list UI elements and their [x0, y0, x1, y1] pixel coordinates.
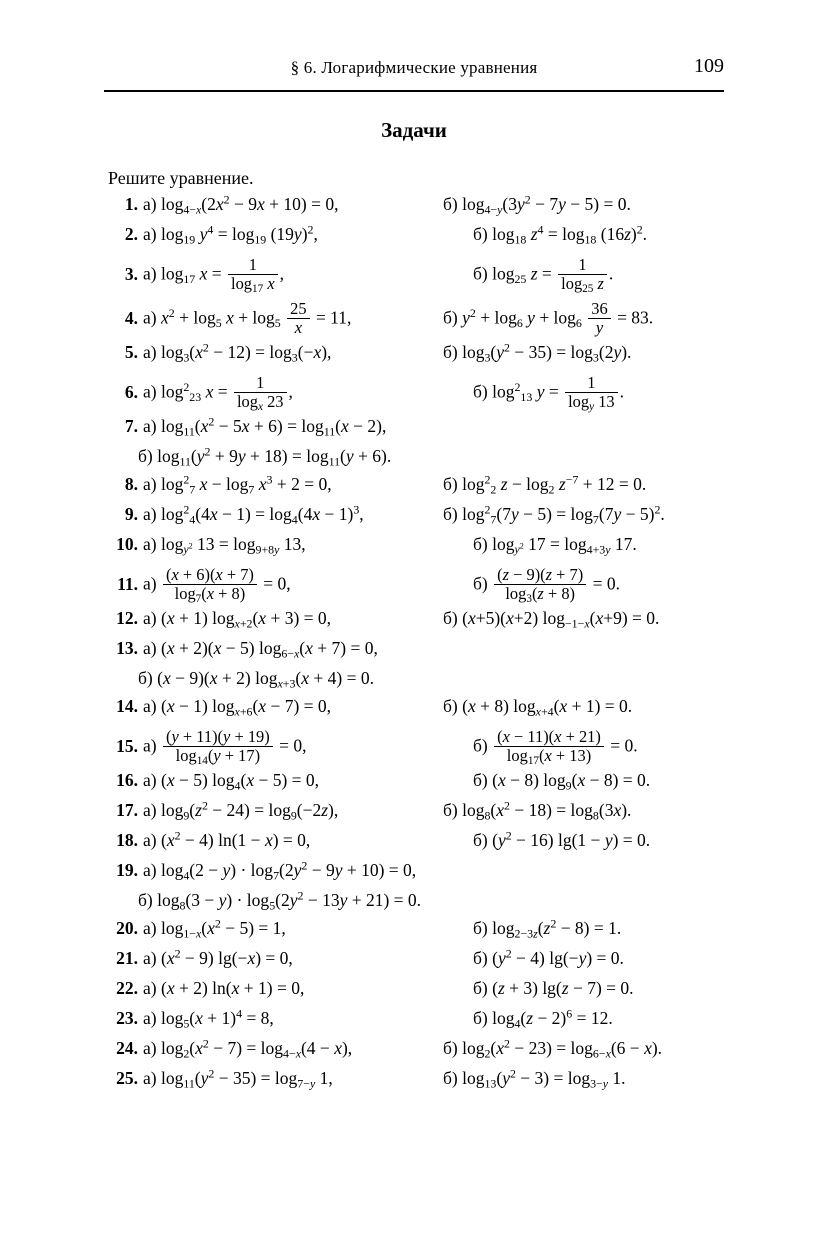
problem-number: 14.	[116, 696, 138, 716]
problem-part-b: б) $\log^2_2 z - \log_2 z^{-7} + 12 = 0$.	[443, 472, 647, 497]
problem-part-b: б) (x − 9)(x + 2) $\log_{x+3}(x + 4) = 0$.	[138, 668, 374, 691]
header-rule	[104, 90, 724, 92]
problem-item	[108, 728, 728, 772]
problem-number: 3.	[124, 263, 138, 284]
problem-part-a: а) $\log_9(z^2 - 24) = \log_9(-2z)$,	[143, 798, 339, 823]
problem-part-b: б) $\log_{18} z^4 = \log_{18} (16z)^2$.	[473, 222, 648, 247]
problem-part-b: б) $\log_{2-3z}(z^2 - 8) = 1$.	[473, 916, 622, 941]
problem-part-a: а) $x^2 + \log_5 x + \log_5$ $\frac{25}{x}$ = 11,	[143, 299, 352, 337]
problem-item	[108, 472, 728, 506]
problem-part-b: б) $\log_3(y^2 - 35) = \log_3(2y)$.	[443, 340, 632, 365]
problem-part-b: б) (x + 8) $\log_{x+4}(x + 1) = 0$.	[443, 696, 633, 719]
header-page-number: 109	[694, 55, 724, 77]
problem-item	[108, 192, 728, 226]
problem-part-b: б) $y^2 + \log_6 y + \log_6$ $\frac{36}{y}$ = 83.	[443, 299, 654, 337]
problem-part-b: б) $\log_8(x^2 - 18) = \log_8(3x)$.	[443, 798, 632, 823]
problem-item	[108, 1066, 728, 1100]
problem-list	[108, 192, 728, 1100]
problem-number: 1.	[124, 194, 138, 214]
problem-number: 11.	[117, 573, 138, 594]
problem-number: 2.	[124, 224, 138, 244]
problem-number: 9.	[124, 504, 138, 524]
problem-item	[108, 916, 728, 950]
problem-number: 22.	[116, 978, 138, 998]
problem-item	[108, 1036, 728, 1070]
problem-part-a: а) $\log_{19} y^4 = \log_{19} (19y)^2$,	[143, 222, 318, 247]
problem-part-a: а) $\log_{11}(y^2 - 35) = \log_{7-y} 1$,	[143, 1066, 333, 1091]
problem-part-a: а) (x + 1) $\log_{x+2}(x + 3) = 0$,	[143, 608, 332, 631]
problem-item	[108, 256, 728, 300]
problem-item	[108, 946, 728, 980]
problem-item	[108, 536, 728, 566]
problem-part-a: а) (x + 2)(x − 5) $\log_{6-x}(x + 7) = 0$,	[143, 638, 378, 661]
problem-item	[108, 374, 728, 418]
problem-part-b: б) $\log_{4-y}(3y^2 - 7y - 5) = 0$.	[443, 192, 631, 217]
problem-part-b: б) $\log^2_{13} y$ = $\frac{1}{\log_y 13}$ .	[473, 373, 624, 413]
problem-part-a: а) $\log_{11}(x^2 - 5x + 6) = \log_{11}(x - 2)$,	[143, 414, 387, 439]
problem-part-a: а) $\log_{17} x$ = $\frac{1}{\log_{17} x}$ ,	[143, 255, 284, 295]
problem-part-b: б) $(y^2 - 4) \lg(-y) = 0$.	[473, 946, 624, 968]
problem-part-b: б) $\log_4(z - 2)^6 = 12$.	[473, 1006, 613, 1031]
problem-number: 17.	[116, 800, 138, 820]
problem-part-a: а) (x − 1) $\log_{x+6}(x - 7) = 0$,	[143, 696, 332, 719]
problem-number: 10.	[116, 534, 138, 554]
problem-part-a: а) $\frac{(y + 11)(y + 19)}{\log_{14}(y + 17)}$ = 0,	[143, 727, 307, 767]
problem-number: 5.	[124, 342, 138, 362]
problem-item	[108, 828, 728, 862]
problem-part-a: а) $(x^2 - 4) \ln(1 - x) = 0$,	[143, 828, 311, 850]
problem-number: 20.	[116, 918, 138, 938]
problem-part-a: а) $\log^2_4(4x - 1) = \log_4(4x - 1)^3$,	[143, 502, 364, 527]
problem-item	[108, 502, 728, 536]
problem-item	[108, 300, 728, 344]
problem-part-a: а) $\log_2(x^2 - 7) = \log_{4-x}(4 - x)$,	[143, 1036, 353, 1061]
problem-number: 13.	[116, 638, 138, 658]
problem-number: 23.	[116, 1008, 138, 1028]
problem-part-b: б) (x+5)(x+2) $\log_{-1-x}(x+9) = 0$.	[443, 608, 660, 631]
header-section-title: § 6. Логарифмические уравнения	[290, 58, 538, 77]
problem-number: 24.	[116, 1038, 138, 1058]
page-header	[104, 55, 724, 78]
problem-part-a: а) $(x^2 - 9) \lg(-x) = 0$,	[143, 946, 293, 968]
problem-part-b: б) $\log_{13}(y^2 - 3) = \log_{3-y} 1$.	[443, 1066, 626, 1091]
problem-part-b: б) $\log_{y^2} 17 = \log_{4+3y} 17$.	[473, 534, 637, 557]
problem-part-a: а) (x − 5) $\log_4(x - 5) = 0$,	[143, 770, 320, 793]
problem-part-a: а) $\log^2_7 x - \log_7 x^3 + 2 = 0$,	[143, 472, 332, 497]
problem-part-b: б) $(y^2 - 16) \lg(1 - y) = 0$.	[473, 828, 651, 850]
problem-item	[108, 640, 728, 698]
problem-item	[108, 698, 728, 728]
problem-part-b: б) (x − 8) $\log_9(x - 8) = 0$.	[473, 770, 651, 793]
problem-number: 16.	[116, 770, 138, 790]
problem-part-a: а) $\log_{1-x}(x^2 - 5) = 1$,	[143, 916, 286, 941]
problem-part-a: а) $\log_{4-x}(2x^2 - 9x + 10) = 0$,	[143, 192, 339, 217]
page-title: Задачи	[381, 118, 447, 142]
problem-item	[108, 798, 728, 832]
problem-part-a: а) $\log_4(2 - y) \cdot \log_7(2y^2 - 9y + 10) = 0$,	[143, 858, 417, 883]
problem-item	[108, 222, 728, 256]
problem-part-a: а) $\log_3(x^2 - 12) = \log_3(-x)$,	[143, 340, 332, 365]
problem-part-b: б) $\log_{11}(y^2 + 9y + 18) = \log_{11}(y + 6)$.	[138, 444, 392, 469]
problem-part-a: а) $\log^2_{23} x$ = $\frac{1}{\log_x 23}$ ,	[143, 373, 293, 413]
problem-part-b: б) $\frac{(x - 11)(x + 21)}{\log_{17}(x + 13)}$ = 0.	[473, 727, 638, 767]
instruction-text: Решите уравнение.	[108, 168, 254, 188]
problem-item	[108, 566, 728, 610]
problem-number: 25.	[116, 1068, 138, 1088]
problem-item	[108, 340, 728, 374]
problem-part-b: б) $\log_8(3 - y) \cdot \log_5(2y^2 - 13y + 21) = 0$.	[138, 888, 422, 913]
problem-number: 6.	[124, 381, 138, 402]
problem-item	[108, 1006, 728, 1040]
problem-part-a: а) $\log_{y^2} 13 = \log_{9+8y} 13$,	[143, 534, 306, 557]
problem-part-a: а) (x + 2) ln(x + 1) = 0,	[143, 978, 305, 998]
problem-number: 4.	[124, 307, 138, 328]
problem-item	[108, 610, 728, 640]
problem-number: 21.	[116, 948, 138, 968]
problem-number: 12.	[116, 608, 138, 628]
problem-number: 19.	[116, 860, 138, 880]
problem-part-b: б) $\log_{25} z$ = $\frac{1}{\log_{25} z}$ .	[473, 255, 614, 295]
problem-number: 18.	[116, 830, 138, 850]
problem-item	[108, 414, 728, 476]
problem-number: 8.	[124, 474, 138, 494]
problem-part-b: б) $\log^2_7(7y - 5) = \log_7(7y - 5)^2$.	[443, 502, 665, 527]
problem-part-a: а) $\frac{(x + 6)(x + 7)}{\log_7(x + 8)}$ = 0,	[143, 565, 291, 605]
problem-number: 7.	[124, 416, 138, 436]
problem-item	[108, 980, 728, 1010]
problem-part-a: а) $\log_5(x + 1)^4 = 8$,	[143, 1006, 274, 1031]
problem-part-b: б) $\frac{(z - 9)(z + 7)}{\log_3(z + 8)}$ = 0.	[473, 565, 620, 605]
problem-part-b: б) (z + 3) lg(z − 7) = 0.	[473, 978, 634, 998]
problem-part-b: б) $\log_2(x^2 - 23) = \log_{6-x}(6 - x)$.	[443, 1036, 663, 1061]
problem-item	[108, 858, 728, 920]
problem-number: 15.	[116, 735, 138, 756]
